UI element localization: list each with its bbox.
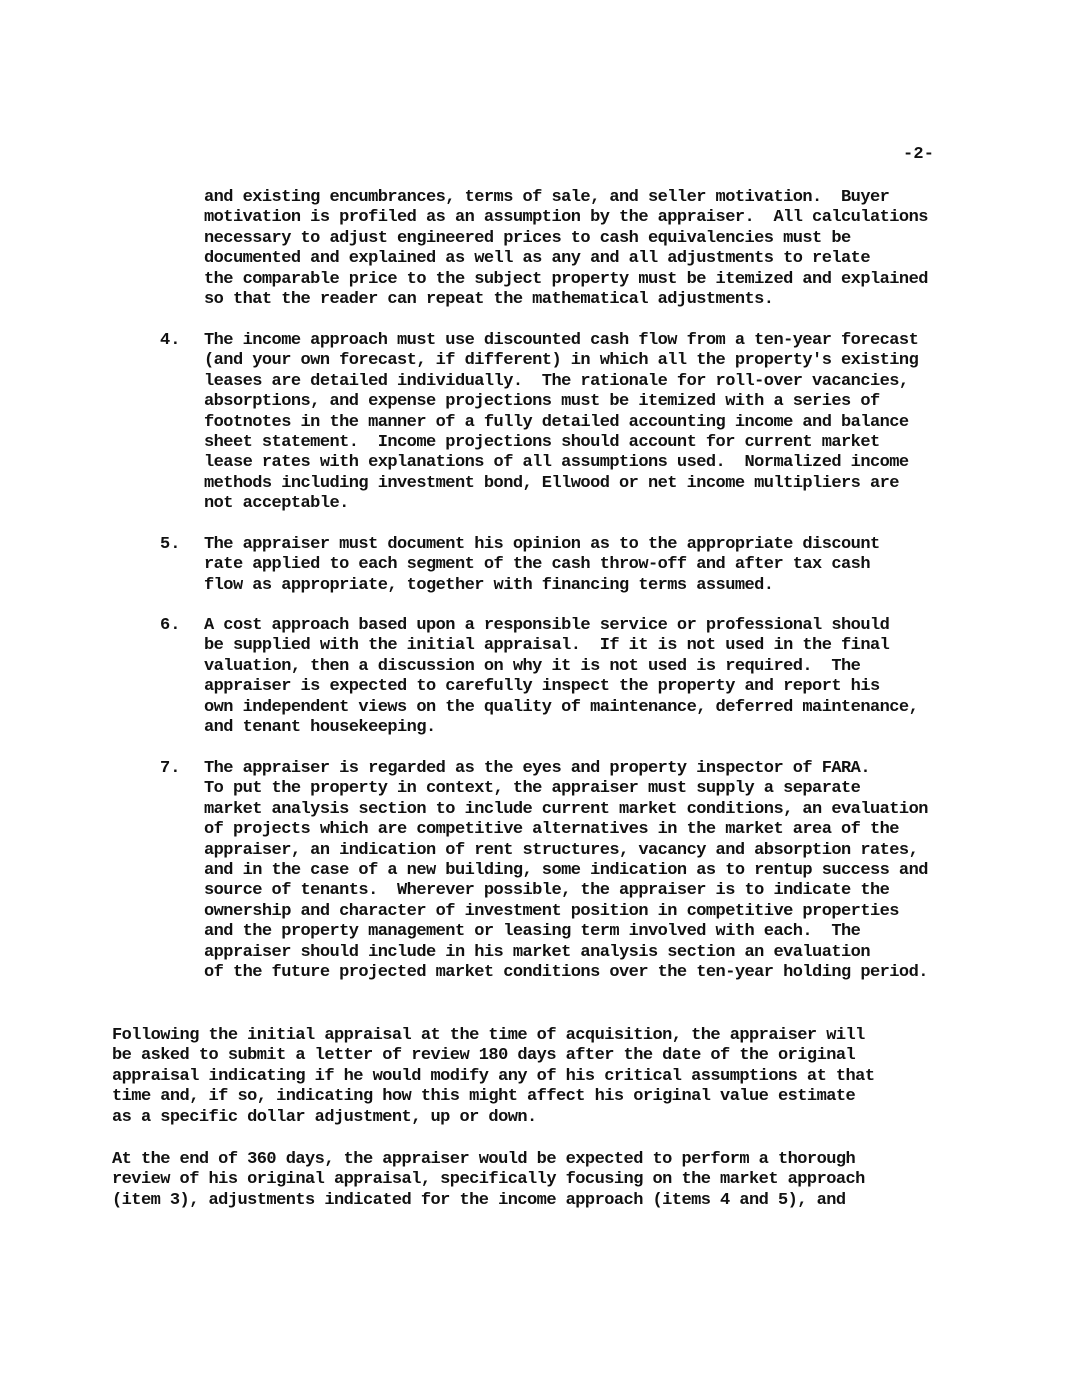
text-line: absorptions, and expense projections must be itemized with a series of — [204, 392, 880, 412]
item-6-number: 6. — [160, 616, 181, 635]
text-line: as a specific dollar adjustment, up or down. — [112, 1107, 537, 1127]
text-line: appraisal indicating if he would modify any of his critical assumptions at that — [112, 1066, 875, 1086]
item-7-number: 7. — [160, 759, 181, 778]
text-line: methods including investment bond, Ellwood or net income multipliers are — [204, 473, 899, 493]
text-line: market analysis section to include current market conditions, an evaluation — [204, 799, 928, 819]
text-line: be supplied with the initial appraisal. If it is not used in the final — [204, 636, 890, 656]
text-line: Following the initial appraisal at the time of acquisition, the appraiser will — [112, 1026, 865, 1045]
text-line: time and, if so, indicating how this might affect his original value estimate — [112, 1087, 856, 1107]
text-line: appraiser should include in his market analysis section an evaluation — [204, 942, 870, 962]
text-line: (and your own forecast, if different) in which all the property's existing — [204, 351, 919, 371]
text-line: and in the case of a new building, some indication as to rentup success and — [204, 861, 928, 881]
text-line: and the property management or leasing term involved with each. The — [204, 922, 861, 942]
text-line: so that the reader can repeat the mathematical adjustments. — [204, 290, 774, 310]
paragraph-review-180-days — [112, 1026, 874, 1128]
text-line: of the future projected market conditions over the ten-year holding period. — [204, 963, 928, 983]
text-line: necessary to adjust engineered prices to cash equivalencies must be — [204, 228, 851, 248]
item-4-number: 4. — [160, 331, 181, 350]
text-line: At the end of 360 days, the appraiser would be expected to perform a thorough — [112, 1150, 856, 1169]
text-line: appraiser, an indication of rent structures, vacancy and absorption rates, — [204, 840, 919, 860]
text-line: (item 3), adjustments indicated for the income approach (items 4 and 5), and — [112, 1190, 846, 1210]
text-line: own independent views on the quality of maintenance, deferred maintenance, — [204, 697, 919, 717]
text-line: valuation, then a discussion on why it is not used is required. The — [204, 656, 861, 676]
text-line: review of his original appraisal, specifically focusing on the market approach — [112, 1170, 865, 1190]
text-line: leases are detailed individually. The rationale for roll-over vacancies, — [204, 371, 909, 391]
page-number: -2- — [903, 145, 935, 164]
text-line: not acceptable. — [204, 494, 349, 514]
item-5-text — [204, 535, 880, 596]
text-line: To put the property in context, the appraiser must supply a separate — [204, 779, 861, 799]
paragraph-review-360-days — [112, 1150, 865, 1211]
text-line: appraiser is expected to carefully inspect the property and report his — [204, 677, 880, 697]
item-5-number: 5. — [160, 535, 181, 554]
text-line: sheet statement. Income projections should account for current market — [204, 433, 880, 453]
text-line: The appraiser is regarded as the eyes and property inspector of FARA. — [204, 759, 870, 778]
text-line: rate applied to each segment of the cash throw-off and after tax cash — [204, 555, 870, 575]
item-7-text — [204, 759, 928, 983]
text-line: and tenant housekeeping. — [204, 718, 436, 738]
text-line: of projects which are competitive alternatives in the market area of the — [204, 820, 899, 840]
text-line: be asked to submit a letter of review 180 days after the date of the original — [112, 1046, 856, 1066]
text-line: and existing encumbrances, terms of sale, and seller motivation. Buyer — [204, 188, 890, 207]
text-line: documented and explained as well as any and all adjustments to relate — [204, 249, 870, 269]
item-4-text — [204, 331, 918, 515]
text-line: lease rates with explanations of all assumptions used. Normalized income — [204, 453, 909, 473]
text-line: A cost approach based upon a responsible service or professional should — [204, 616, 890, 635]
text-line: The income approach must use discounted cash flow from a ten-year forecast — [204, 331, 919, 350]
text-line: ownership and character of investment position in competitive properties — [204, 901, 899, 921]
text-line: source of tenants. Wherever possible, the appraiser is to indicate the — [204, 881, 890, 901]
text-line: The appraiser must document his opinion as to the appropriate discount — [204, 535, 880, 554]
text-line: the comparable price to the subject property must be itemized and explained — [204, 269, 928, 289]
text-line: motivation is profiled as an assumption by the appraiser. All calculations — [204, 208, 928, 228]
item-6-text — [204, 616, 918, 738]
text-line: flow as appropriate, together with financing terms assumed. — [204, 575, 774, 595]
item-3-continuation — [204, 188, 928, 310]
text-line: footnotes in the manner of a fully detailed accounting income and balance — [204, 412, 909, 432]
